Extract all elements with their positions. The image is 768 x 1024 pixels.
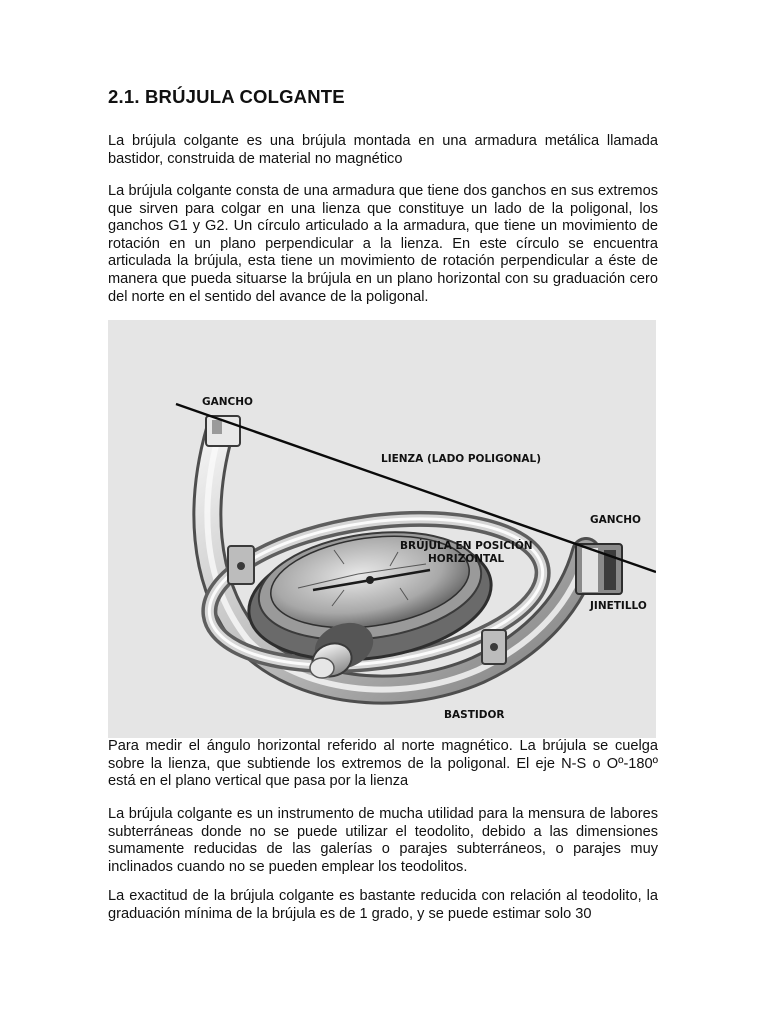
label-gancho-right: GANCHO: [590, 514, 641, 526]
hanging-compass-figure: [108, 320, 656, 738]
paragraph-description: La brújula colgante consta de una armadura que tiene dos ganchos en sus extremos que sirven para colgar en una lienza que constituye un lado de la poligonal, los ganchos G1 y G2. Un círculo articulado a la armadura, que tiene un movimiento de rotación en un plano perpendicular a la lienza. En este círculo se encuentra articulada la brújula, esta tiene un movimiento de rotación perpendicular a éste de manera que pueda situarse la brújula en un plano horizontal con su graduación cero del norte en el sentido del avance de la poligonal.: [108, 183, 658, 305]
paragraph-definition: La brújula colgante es una brújula montada en una armadura metálica llamada bastidor, construida de material no magnético: [108, 133, 658, 167]
label-gancho-left: GANCHO: [202, 396, 253, 408]
section-heading: 2.1. BRÚJULA COLGANTE: [108, 86, 345, 107]
label-jinetillo: JINETILLO: [590, 600, 647, 612]
paragraph-accuracy: La exactitud de la brújula colgante es bastante reducida con relación al teodolito, la graduación mínima de la brújula es de 1 grado, y se puede estimar solo 30: [108, 888, 658, 922]
label-brujula-line1: BRÚJULA EN POSICIÓN: [400, 540, 533, 552]
label-lienza: LIENZA (LADO POLIGONAL): [381, 453, 542, 465]
compass-illustration: [108, 320, 656, 738]
paragraph-utility: La brújula colgante es un instrumento de mucha utilidad para la mensura de labores subterráneas donde no se puede utilizar el teodolito, debido a las dimensiones sumamente reducidas de las galerías o parajes subterráneos, o parajes muy inclinados cuando no se pueden emplear los teodolitos.: [108, 806, 658, 875]
label-bastidor: BASTIDOR: [444, 709, 505, 721]
paragraph-measurement: Para medir el ángulo horizontal referido al norte magnético. La brújula se cuelga sobre la lienza, que subtiende los extremos de la poligonal. El eje N-S o Oº-180º está en el plano vertical que pasa por la lienza: [108, 738, 658, 790]
label-brujula-line2: HORIZONTAL: [428, 553, 505, 565]
